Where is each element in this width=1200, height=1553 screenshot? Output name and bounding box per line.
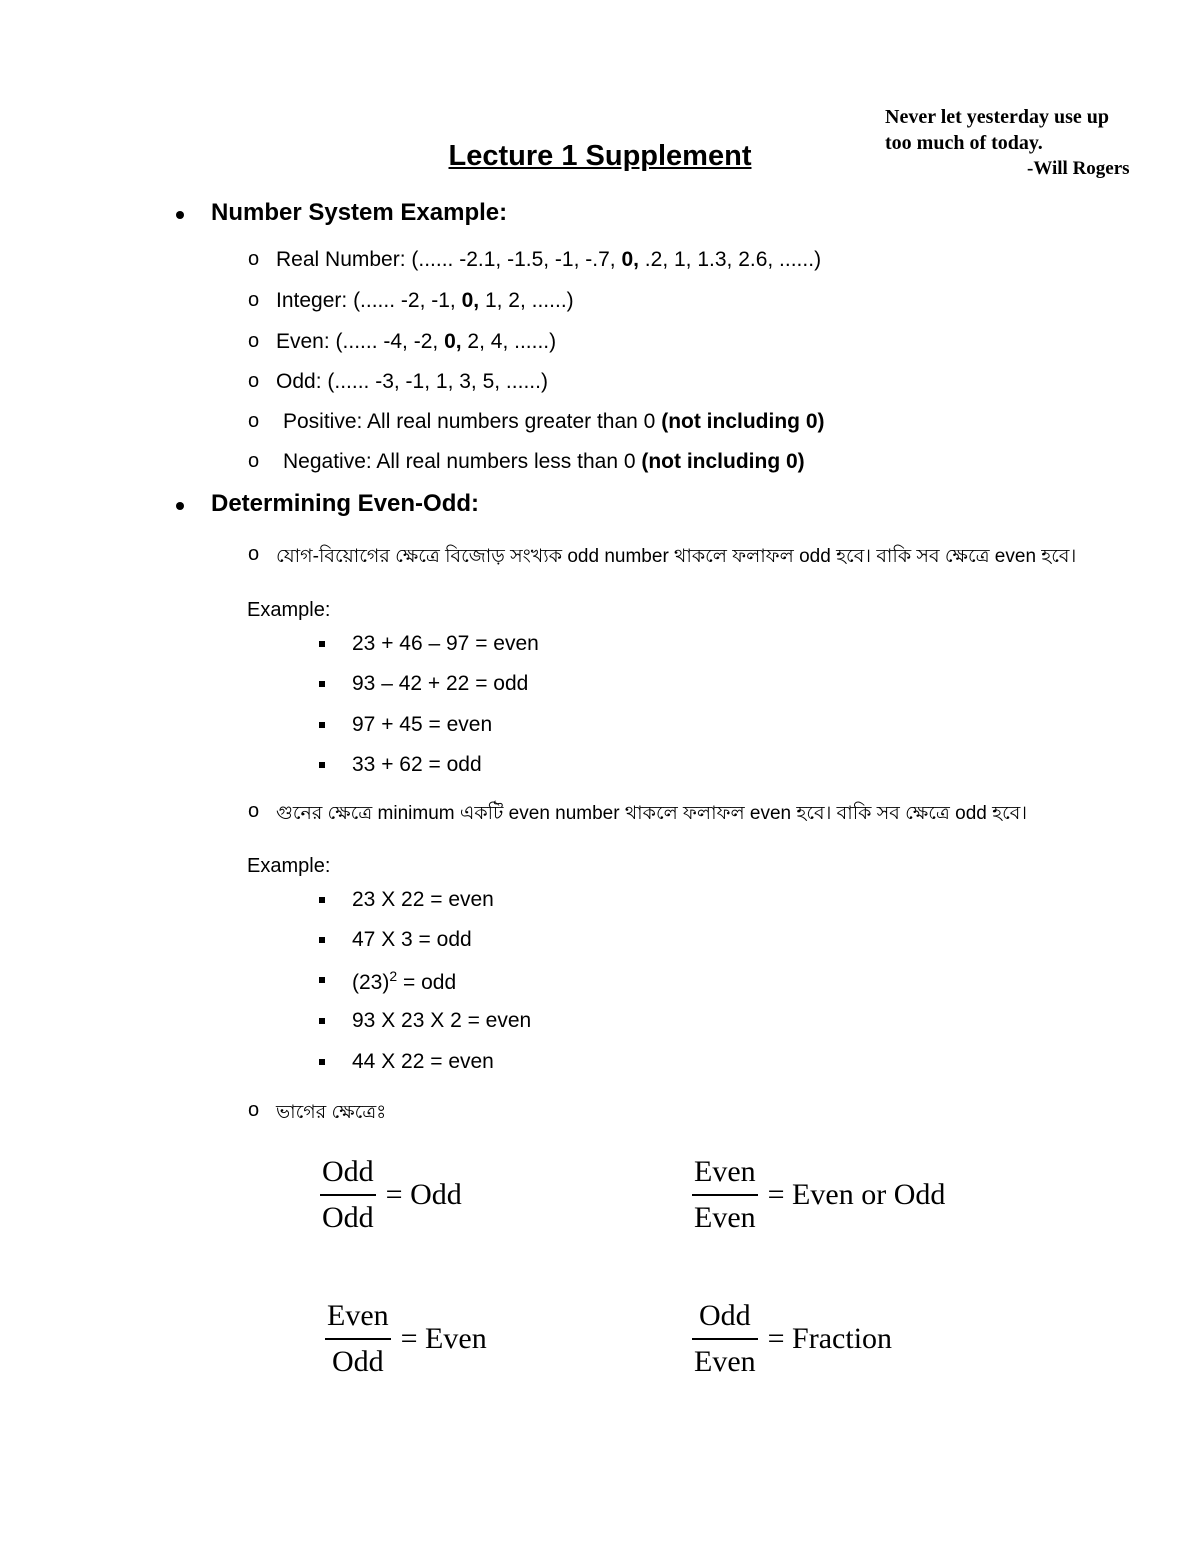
square-bullet-icon: [319, 681, 325, 687]
circle-bullet-icon: o: [248, 248, 260, 270]
add-example: 97 + 45 = even: [352, 713, 493, 736]
add-example: 93 – 42 + 22 = odd: [352, 672, 529, 695]
page-title: Lecture 1 Supplement: [448, 140, 752, 172]
example-label: Example:: [247, 599, 331, 621]
numerator: Odd: [698, 1299, 751, 1332]
list-item-real-number: Real Number: (...... -2.1, -1.5, -1, -.7, 0, .2, 1, 1.3, 2.6, ......): [276, 248, 822, 271]
mul-example: 44 X 22 = even: [352, 1050, 494, 1073]
circle-bullet-icon: o: [248, 370, 260, 392]
list-item-integer: Integer: (...... -2, -1, 0, 1, 2, ......): [276, 289, 574, 312]
quote-line-1: Never let yesterday use up: [885, 106, 1110, 128]
mul-example: 93 X 23 X 2 = even: [352, 1009, 532, 1032]
list-item-negative: Negative: All real numbers less than 0 (not including 0): [283, 450, 805, 473]
fraction-result: = Even or Odd: [767, 1178, 946, 1211]
denominator: Even: [694, 1345, 756, 1378]
square-bullet-icon: [319, 1018, 325, 1024]
example-label: Example:: [247, 855, 331, 877]
fraction-result: = Even: [400, 1322, 487, 1355]
circle-bullet-icon: o: [248, 1099, 260, 1121]
fraction-odd-even: [692, 1294, 892, 1384]
numerator: Even: [694, 1155, 756, 1188]
circle-bullet-icon: o: [248, 543, 260, 565]
numerator: Even: [327, 1299, 389, 1332]
quote-line-2: too much of today.: [885, 132, 1043, 154]
section-heading-number-system: Number System Example:: [211, 199, 508, 226]
fraction-odd-odd: [320, 1150, 462, 1240]
rule-division: ভাগের ক্ষেত্রেঃ: [276, 1102, 387, 1123]
circle-bullet-icon: o: [248, 450, 260, 472]
list-item-positive: Positive: All real numbers greater than 0 (not including 0): [283, 410, 825, 433]
rule-multiplication: গুনের ক্ষেত্রে minimum একটি even number থাকলে ফলাফল even হবে। বাকি সব ক্ষেত্রে odd হবে।: [276, 803, 1028, 824]
square-bullet-icon: [319, 1059, 325, 1065]
circle-bullet-icon: o: [248, 330, 260, 352]
quote-author: -Will Rogers: [1027, 158, 1130, 179]
fraction-even-even: [692, 1150, 945, 1240]
square-bullet-icon: [319, 977, 325, 983]
bullet-dot-icon: [176, 502, 184, 510]
section-heading-even-odd: Determining Even-Odd:: [211, 490, 480, 517]
bullet-dot-icon: [176, 211, 184, 219]
denominator: Odd: [322, 1201, 374, 1234]
denominator: Odd: [331, 1345, 384, 1378]
fraction-result: = Fraction: [767, 1322, 893, 1355]
square-bullet-icon: [319, 937, 325, 943]
list-item-odd: Odd: (...... -3, -1, 1, 3, 5, ......): [276, 370, 548, 393]
circle-bullet-icon: o: [248, 800, 260, 822]
circle-bullet-icon: o: [248, 289, 260, 311]
list-item-even: Even: (...... -4, -2, 0, 2, 4, ......): [276, 330, 557, 353]
circle-bullet-icon: o: [248, 410, 260, 432]
mul-example: 47 X 3 = odd: [352, 928, 472, 951]
square-bullet-icon: [319, 722, 325, 728]
add-example: 33 + 62 = odd: [352, 753, 482, 776]
mul-example: 23 X 22 = even: [352, 888, 494, 911]
rule-addition-subtraction: যোগ-বিয়োগের ক্ষেত্রে বিজোড় সংখ্যক odd number থাকলে ফলাফল odd হবে। বাকি সব ক্ষেত্রে even হবে।: [276, 546, 1077, 567]
fraction-result: = Odd: [385, 1178, 462, 1211]
mul-example: $(23)^2$ = odd: [352, 968, 457, 994]
denominator: Even: [694, 1201, 756, 1234]
square-bullet-icon: [319, 897, 325, 903]
add-example: 23 + 46 – 97 = even: [352, 632, 539, 655]
square-bullet-icon: [319, 641, 325, 647]
fraction-even-odd: [325, 1294, 487, 1384]
square-bullet-icon: [319, 762, 325, 768]
numerator: Odd: [322, 1155, 374, 1188]
